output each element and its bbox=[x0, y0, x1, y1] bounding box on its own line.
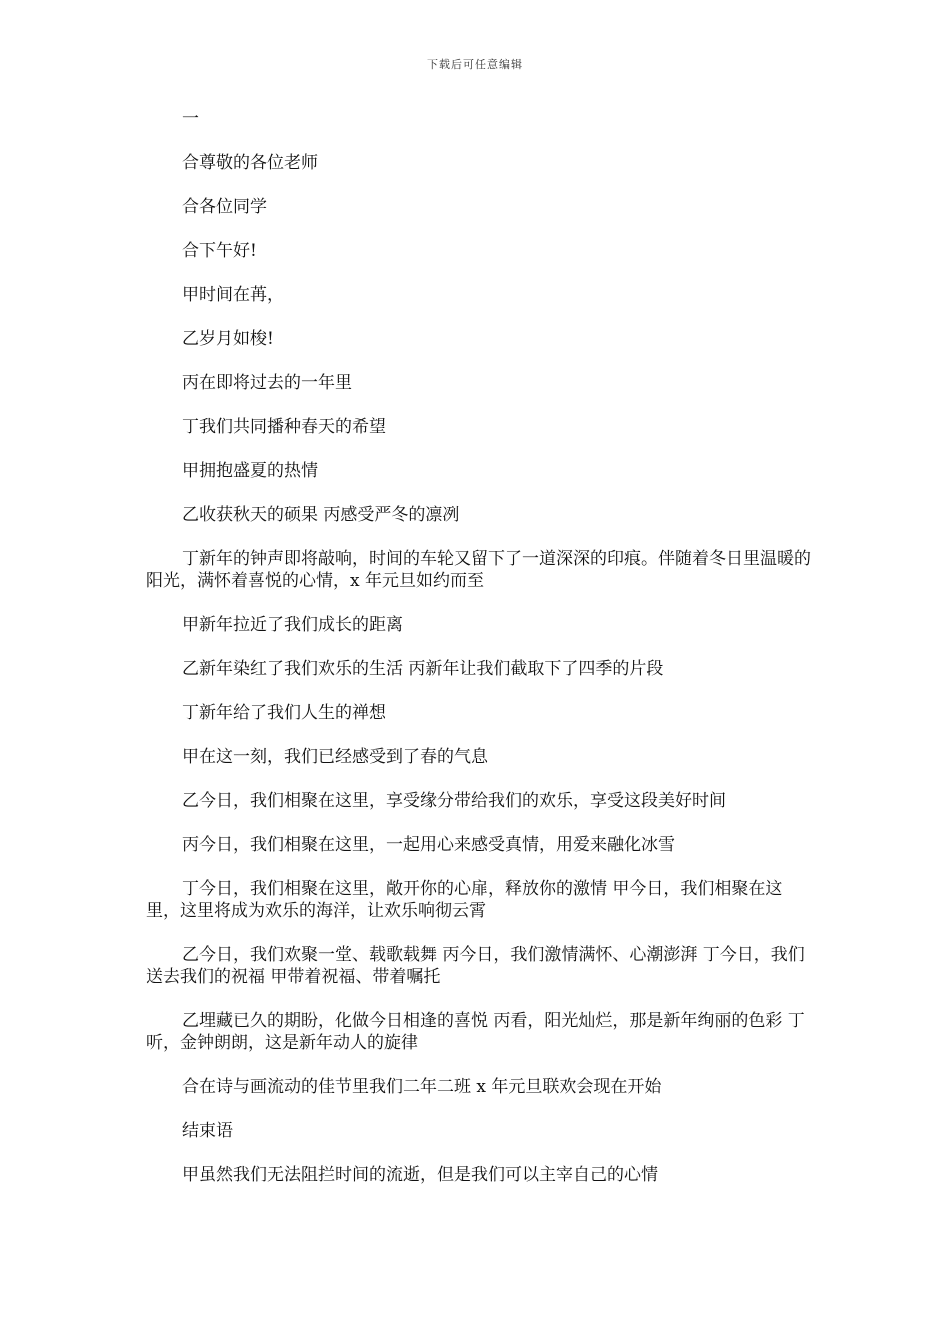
paragraph-closing-heading: 结束语 bbox=[182, 1121, 233, 1141]
paragraph-line-jia-4: 甲在这一刻，我们已经感受到了春的气息 bbox=[182, 747, 488, 767]
paragraph-greeting-students: 合各位同学 bbox=[182, 197, 267, 217]
paragraph-line-yi-4: 乙今日，我们相聚在这里，享受缘分带给我们的欢乐，享受这段美好时间 bbox=[182, 791, 726, 811]
paragraph-line-yi-6: 乙埋藏已久的期盼，化做今日相逢的喜悦 丙看，阳光灿烂，那是新年绚丽的色彩 丁听，金钟朗朗，这是新年动人的旋律 bbox=[146, 1011, 805, 1053]
paragraph-section-number: 一 bbox=[182, 109, 199, 129]
paragraph-line-yi-5: 乙今日，我们欢聚一堂、载歌载舞 丙今日，我们激情满怀、心潮澎湃 丁今日，我们送去我们的祝福 甲带着祝福、带着嘱托 bbox=[146, 945, 805, 987]
paragraph-line-bing-2: 丙今日，我们相聚在这里，一起用心来感受真情，用爱来融化冰雪 bbox=[182, 835, 675, 855]
paragraph-line-jia-1: 甲时间在苒， bbox=[182, 285, 284, 305]
paragraph-line-yi-3: 乙新年染红了我们欢乐的生活 丙新年让我们截取下了四季的片段 bbox=[182, 659, 664, 679]
paragraph-greeting-teachers: 合尊敬的各位老师 bbox=[182, 153, 318, 173]
paragraph-line-ding-1: 丁我们共同播种春天的希望 bbox=[182, 417, 386, 437]
paragraph-line-ding-3: 丁新年给了我们人生的禅想 bbox=[182, 703, 386, 723]
paragraph-line-ding-4: 丁今日，我们相聚在这里，敞开你的心扉，释放你的激情 甲今日，我们相聚在这里，这里将成为欢乐的海洋，让欢乐响彻云霄 bbox=[146, 879, 783, 921]
paragraph-closing-line-jia: 甲虽然我们无法阻拦时间的流逝，但是我们可以主宰自己的心情 bbox=[182, 1165, 658, 1185]
paragraph-line-yi-1: 乙岁月如梭! bbox=[182, 329, 274, 349]
paragraph-line-jia-3: 甲新年拉近了我们成长的距离 bbox=[182, 615, 403, 635]
page-header: 下载后可任意编辑 bbox=[427, 58, 523, 71]
paragraph-line-jia-2: 甲拥抱盛夏的热情 bbox=[182, 461, 318, 481]
paragraph-good-afternoon: 合下午好! bbox=[182, 241, 257, 261]
document-body bbox=[146, 108, 811, 1208]
paragraph-line-bing-1: 丙在即将过去的一年里 bbox=[182, 373, 352, 393]
paragraph-line-yi-2: 乙收获秋天的硕果 丙感受严冬的凛冽 bbox=[182, 505, 460, 525]
paragraph-line-ding-2: 丁新年的钟声即将敲响，时间的车轮又留下了一道深深的印痕。伴随着冬日里温暖的阳光，满怀着喜悦的心情，x 年元旦如约而至 bbox=[146, 549, 811, 591]
paragraph-opening-announcement: 合在诗与画流动的佳节里我们二年二班 x 年元旦联欢会现在开始 bbox=[182, 1077, 662, 1097]
